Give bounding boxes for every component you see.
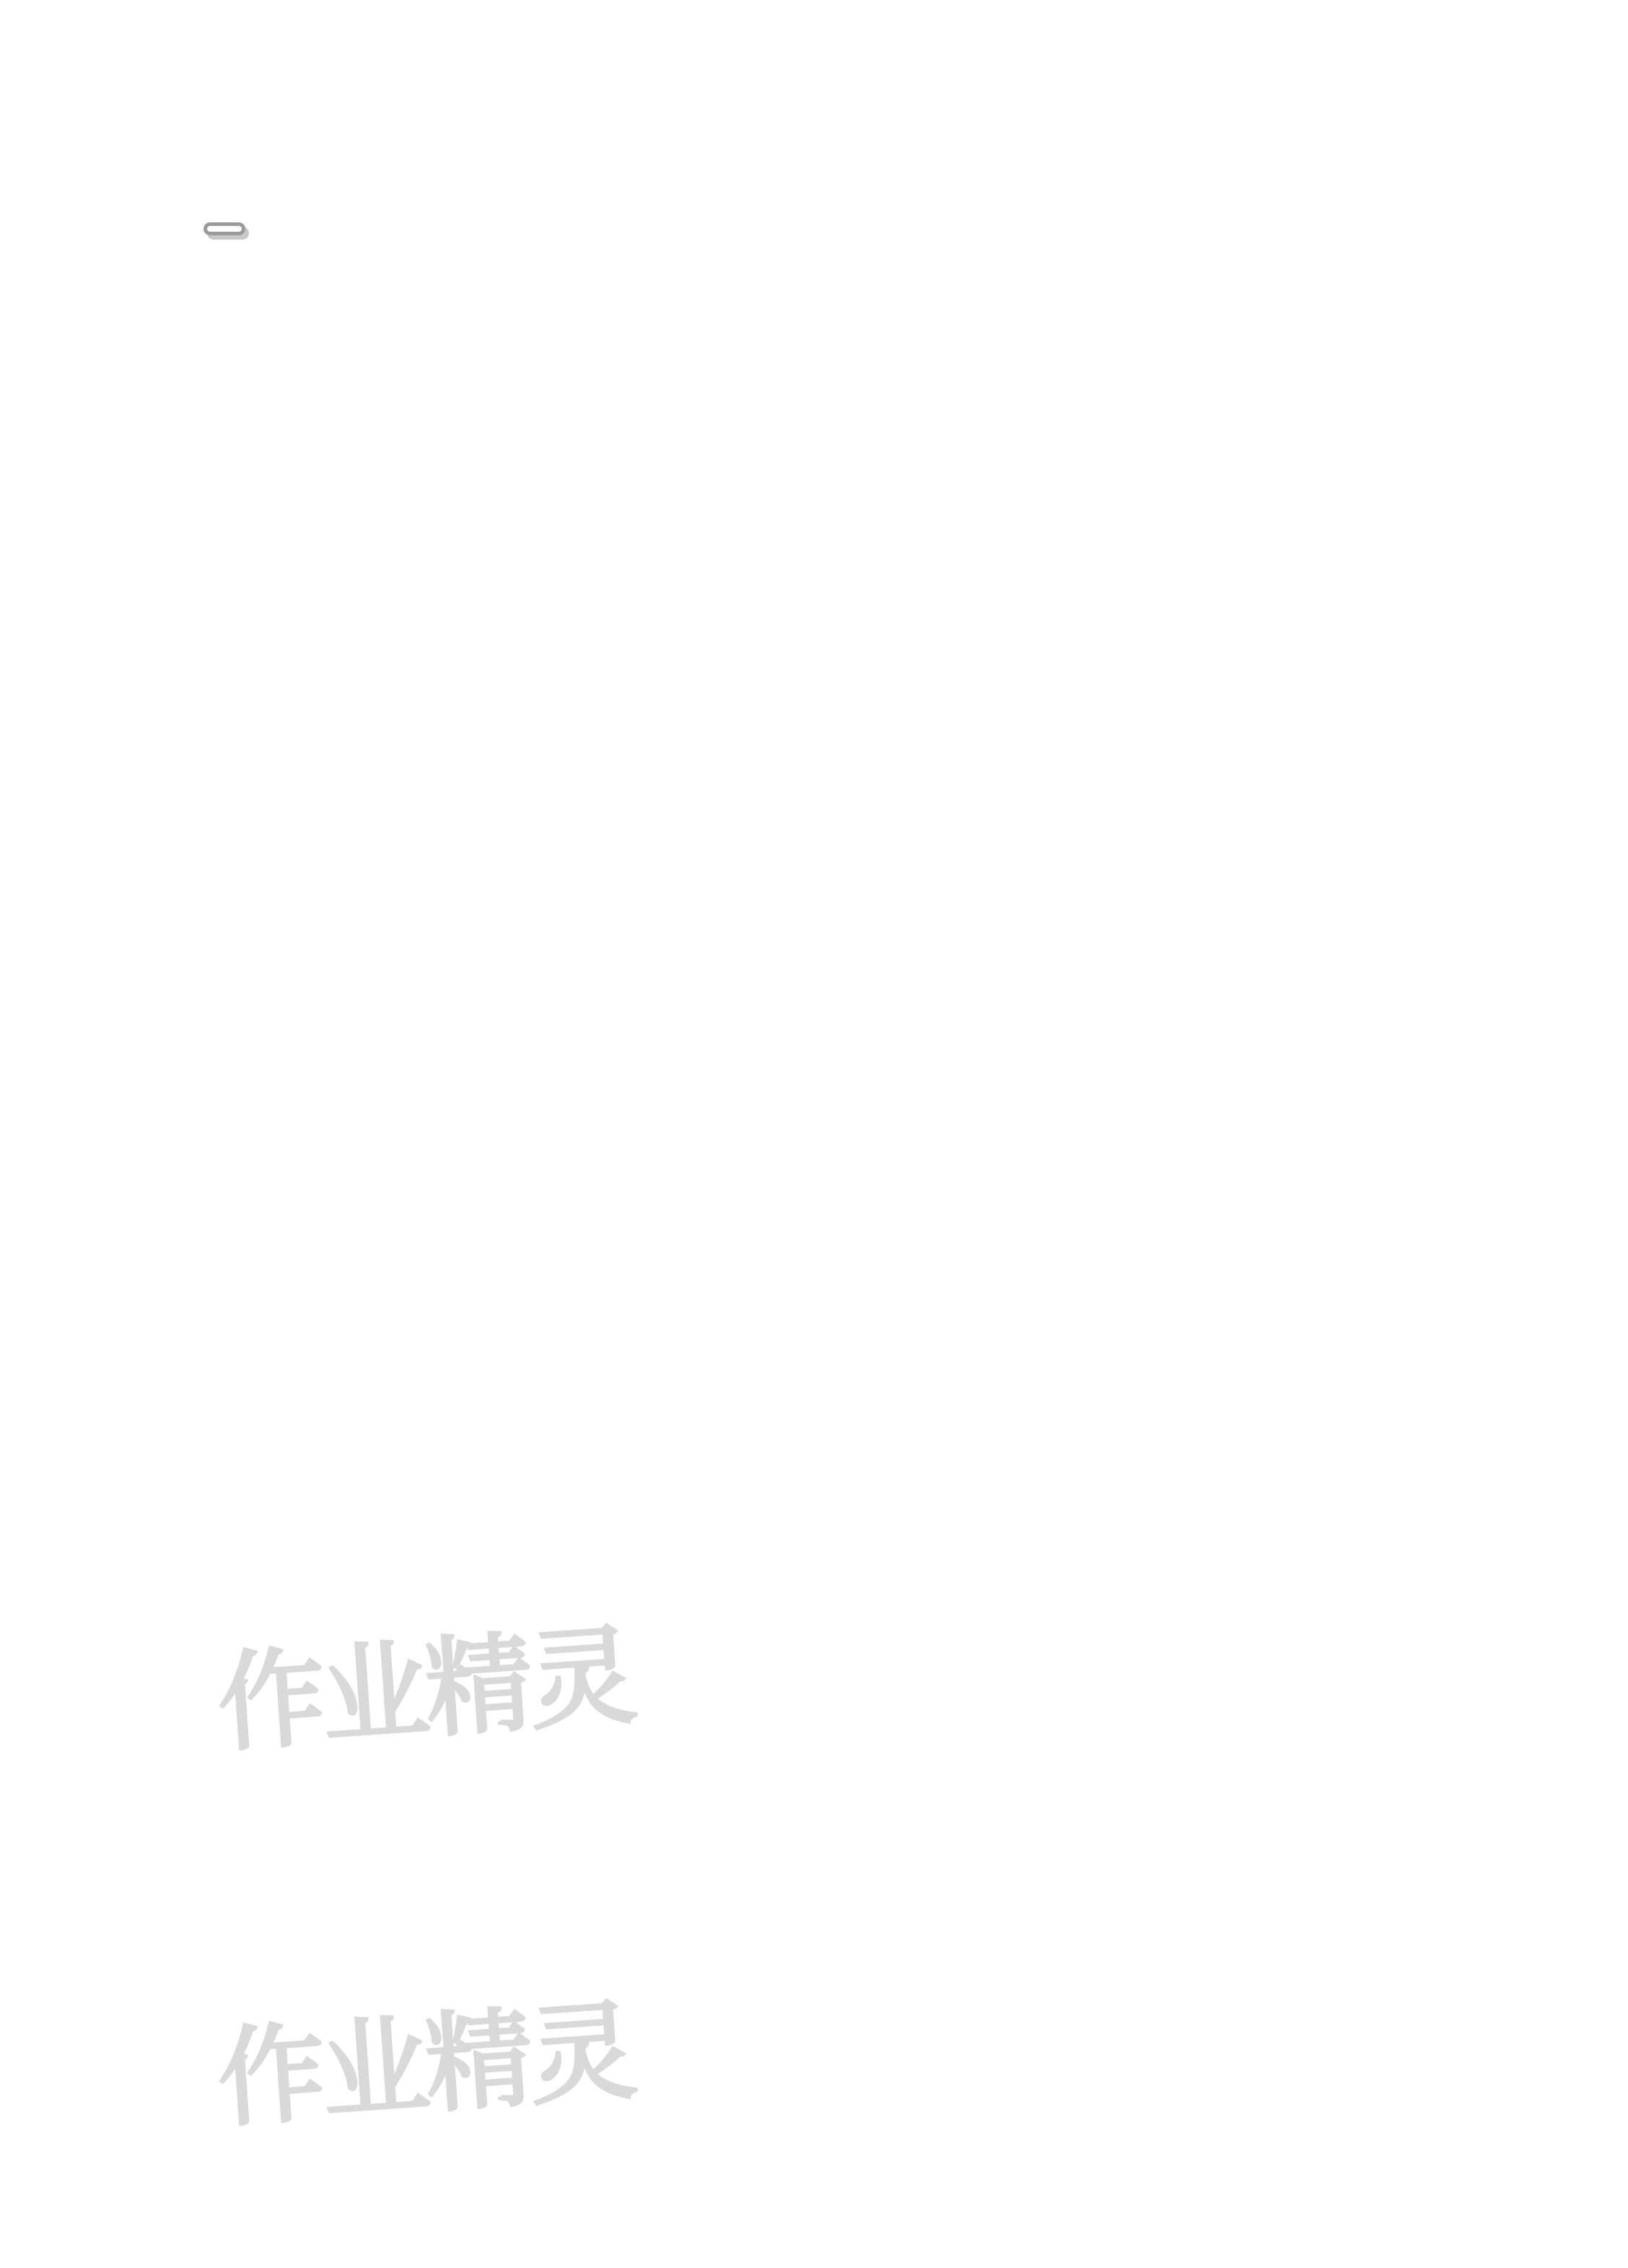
- watermark-logo: 作业精灵: [213, 1989, 637, 2143]
- grade-label: [204, 222, 245, 235]
- grade-banner: [196, 222, 1437, 238]
- watermark-logo: 作业精灵: [213, 1613, 637, 1768]
- answer-page: [196, 189, 1437, 254]
